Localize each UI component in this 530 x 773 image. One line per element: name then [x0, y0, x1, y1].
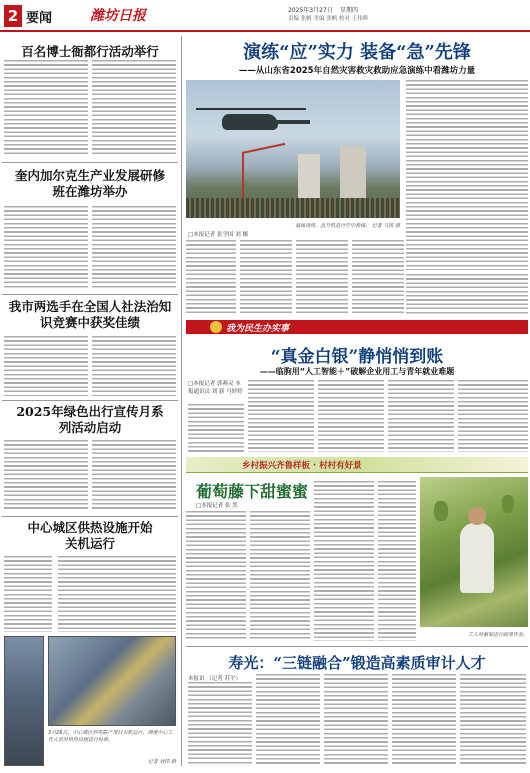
article-body: [4, 60, 88, 156]
article-body: [4, 556, 52, 632]
heating-facility-photo: [48, 636, 176, 726]
editor-credits: 责编 张帆 美编 张帆 校对 王伟辉: [288, 16, 369, 22]
feature-story: [184, 336, 530, 454]
photo-caption: 3月26日，中心城区热电联产项目关机运行，调度中心工作人员对供热设施进行检修。: [48, 730, 173, 743]
vineyard-photo-caption: 工人对葡萄进行疏果作业。: [467, 632, 528, 638]
bottom-headline: 寿光：“三链融合”锻造高素质审计人才: [228, 654, 486, 672]
worker: [460, 523, 494, 593]
rural-headline: 葡萄藤下甜蜜蜜: [196, 482, 309, 501]
article-body: [92, 336, 176, 396]
vineyard-photo: [420, 477, 528, 627]
campaign-logo: [210, 321, 222, 333]
helicopter-tail: [276, 120, 310, 124]
page-header: [0, 0, 530, 32]
article-body: [352, 240, 404, 314]
article-body: [4, 336, 88, 396]
article-body: [388, 380, 454, 452]
article-body: [392, 674, 456, 766]
lead-photo: [186, 80, 400, 218]
article-body: [92, 440, 176, 510]
divider: [2, 516, 178, 517]
issue-date: 2025年3月27日: [288, 7, 333, 14]
article-body: [240, 240, 292, 314]
divider: [2, 162, 178, 163]
campaign-banner: [186, 320, 528, 334]
heating-facility-photo: [4, 636, 44, 766]
article-body: [296, 240, 348, 314]
divider: [2, 400, 178, 401]
crowd: [186, 198, 400, 218]
grape-cluster: [434, 501, 448, 521]
article-body: [256, 674, 320, 766]
rescue-crane: [242, 143, 285, 154]
article-title: 奎内加尔克生产业发展研修班在潍坊举办: [14, 168, 165, 199]
column-divider: [181, 36, 182, 766]
article-body: [248, 380, 314, 452]
article-body: [58, 556, 176, 632]
article-body: [92, 60, 176, 154]
article-body: [92, 206, 176, 290]
article-title: 中心城区供热设施开始关机运行: [27, 520, 153, 551]
article-body: [4, 440, 88, 510]
article-body: [4, 206, 88, 290]
bottom-story: [184, 648, 530, 770]
article-body: [460, 674, 526, 766]
article-body: [324, 674, 388, 766]
page-number: 2: [4, 5, 22, 27]
divider: [186, 646, 528, 647]
rural-section: [184, 457, 530, 643]
article-body: [406, 80, 528, 270]
grape-cluster: [502, 495, 514, 513]
campaign-banner-text: 我为民生办实事: [226, 324, 290, 334]
lead-story: [184, 34, 530, 316]
helicopter-rotor: [196, 108, 306, 110]
feature-headline: “真金白银”静悄悄到账: [270, 347, 444, 367]
article-body: [378, 481, 416, 641]
newspaper-logo: 潍坊日报: [90, 8, 146, 24]
article-body: [318, 380, 384, 452]
article-body: [406, 274, 528, 314]
article-body: [188, 404, 244, 452]
article-body: [314, 481, 374, 641]
helicopter: [222, 114, 278, 130]
issue-weekday: 星期四: [340, 7, 359, 14]
article-title: 我市两选手在全国人社法治知识竞赛中获奖佳绩: [8, 299, 172, 330]
article-title: 2025年绿色出行宣传月系列活动启动: [16, 404, 164, 435]
section-name: 要闻: [26, 11, 53, 26]
feature-byline: □本报记者 郭燕灵 本报通讯员 刘 新 马婷婷: [188, 381, 243, 395]
article-body: [186, 511, 246, 641]
feature-subtitle: ——临朐用“人工智能＋”破解企业用工与青年就业难题: [259, 367, 455, 376]
lead-subtitle: ——从山东省2025年自然灾害救灾救助应急演练中看潍坊力量: [238, 66, 476, 76]
article-body: [188, 682, 252, 766]
article-title: 百名博士衙都行活动举行: [21, 44, 159, 59]
divider: [2, 294, 178, 295]
article-body: [250, 511, 310, 641]
rural-byline: □本报记者 张 然: [196, 503, 238, 509]
worker-head: [468, 507, 486, 525]
building: [298, 154, 320, 204]
building: [340, 146, 366, 204]
lead-headline: 演练“应”实力 装备“急”先锋: [243, 42, 471, 63]
lead-photo-caption: 演练现场，直升机进行空中救援。 记者 马凯 摄: [295, 223, 400, 229]
rural-banner-text: 乡村振兴齐鲁样板 · 村村有好景: [242, 461, 362, 471]
article-body: [186, 240, 236, 314]
photo-credit: 记者 刘伟 摄: [147, 759, 176, 765]
lead-byline: □本报记者 张学国 刘 娜: [188, 232, 248, 238]
rural-banner: [186, 457, 528, 473]
header-rule: [0, 30, 530, 32]
article-body: [458, 380, 528, 452]
bottom-byline: 本报讯 （记者 苏平）: [188, 676, 241, 682]
left-column: [0, 34, 180, 769]
